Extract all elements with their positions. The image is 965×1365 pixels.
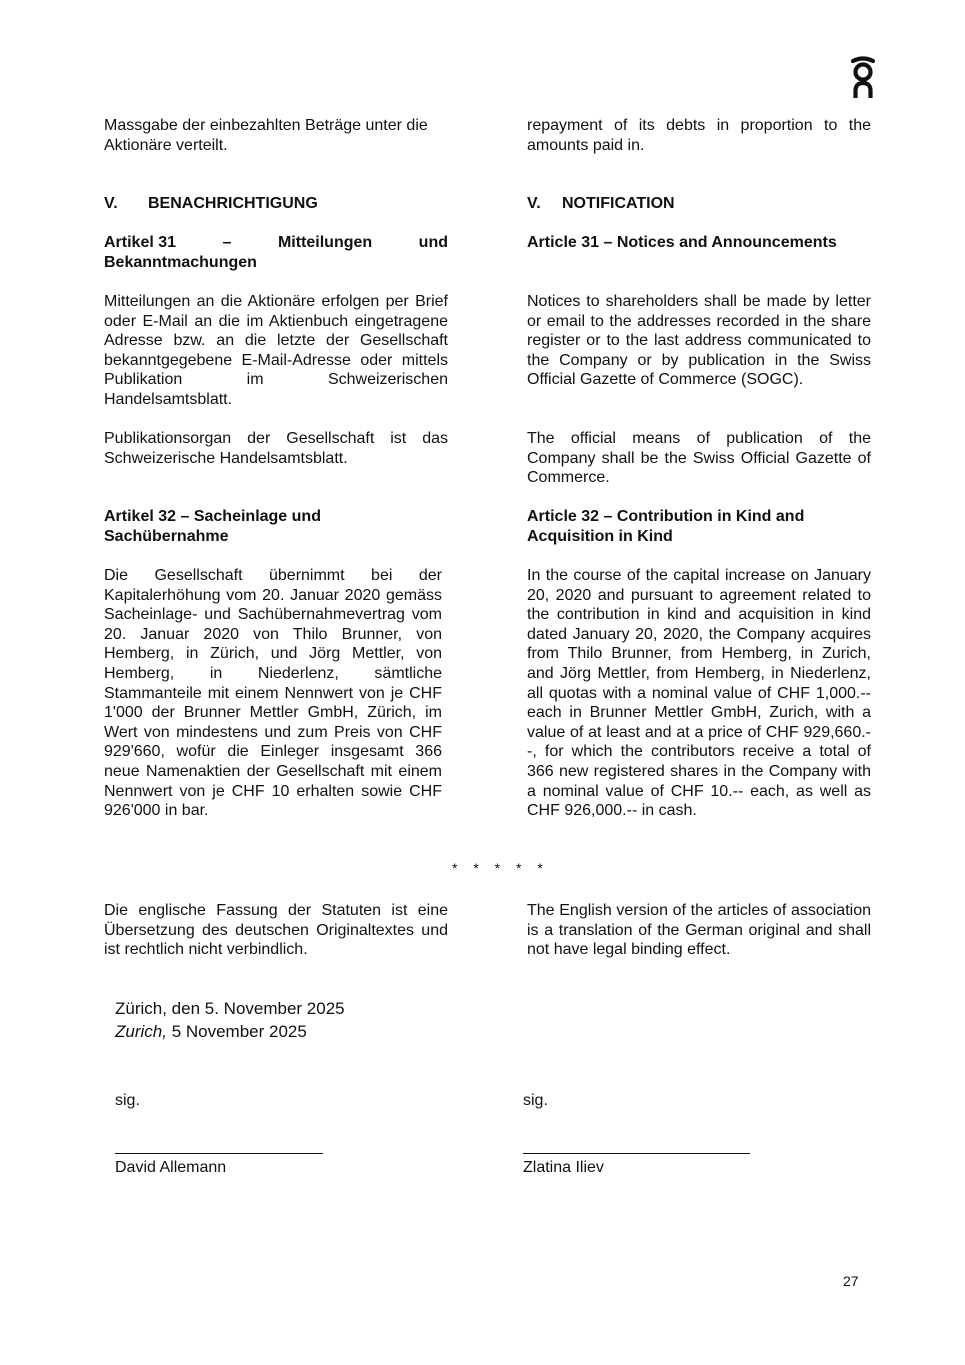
date-de: Zürich, den 5. November 2025: [115, 999, 345, 1018]
closing-en: [527, 901, 871, 960]
article-31-p1-de: [104, 292, 448, 410]
page-number: 27: [843, 1273, 859, 1289]
section-number-de: V.: [104, 195, 118, 212]
article-31-title-de: [104, 233, 448, 272]
article-31-p2-de: [104, 429, 448, 468]
article-32-title-en: [527, 507, 837, 546]
article-32-body-en-text: In the course of the capital increase on January 20, 2020 and pursuant to agreement related to the contribution in kind and acquisition in kind dated January 20, 2020, the Company acquires from Thilo Brunner, from Hemberg, in Zurich, and Jörg Mettler, from Hemberg, in Niederlenz, all quotas with a nominal value of CHF 1,000.-- each in Brunner Mettler GmbH, Zurich, with a value of at least and at a price of CHF 929,660.--, for which the contributors receive a total of 366 new registered shares in the Company with a nominal value of CHF 10.-- each, as well as CHF 926,000.-- in cash.: [527, 567, 871, 820]
signatory-name-right: Zlatina Iliev: [523, 1159, 604, 1176]
section-heading-de: [104, 194, 448, 214]
art31-title-dash: –: [222, 234, 232, 251]
intro-de-text: Massgabe der einbezahlten Beträge unter die Aktionäre verteilt.: [104, 117, 428, 154]
date-en-city: Zurich,: [115, 1022, 167, 1041]
date-en-date: 5 November 2025: [166, 1022, 307, 1041]
signatory-name-left: David Allemann: [115, 1159, 227, 1176]
article-32-body-de: [104, 566, 442, 821]
signature-line-left: [115, 1153, 323, 1154]
section-title-en: NOTIFICATION: [562, 195, 675, 212]
article-32-title-de: [104, 507, 344, 546]
signature-mark-right: sig.: [523, 1092, 548, 1109]
article-31-p2-de-text: Publikationsorgan der Gesellschaft ist das Schweizerische Handelsamtsblatt.: [104, 430, 448, 467]
section-separator: * * * * *: [452, 860, 549, 876]
article-32-body-de-text: Die Gesellschaft übernimmt bei der Kapitalerhöhung vom 20. Januar 2020 gemäss Sacheinlage- und Sachübernahmevertrag vom 20. Januar 2020 von Thilo Brunner, von Hemberg, in Zürich, und Jörg Mettler, von Hemberg, in Niederlenz, sämtliche Stammanteile mit einem Nennwert von je CHF 1'000 der Brunner Mettler GmbH, Zürich, im Wert von mindestens und zum Preis von CHF 929'660, wofür die Einleger insgesamt 366 neue Namenaktien der Gesellschaft mit einem Nennwert von je CHF 10 erhalten sowie CHF 926'000 in bar.: [104, 567, 442, 820]
intro-de: [104, 116, 448, 155]
intro-en: [527, 116, 871, 155]
art31-title-part: und: [418, 234, 448, 251]
closing-de: [104, 901, 448, 960]
art31-title-part: Mitteilungen: [277, 234, 373, 251]
article-31-p1-en-text: Notices to shareholders shall be made by letter or email to the addresses recorded in the share register or to the last address communicated to the Company or by publication in the Swiss Official Gazette of Commerce (SOGC).: [527, 293, 871, 389]
article-32-title-de-text: Artikel 32 – Sacheinlage und Sachübernahme: [104, 508, 321, 545]
article-31-title-en: [527, 233, 871, 253]
closing-en-text: The English version of the articles of association is a translation of the German original and shall not have legal binding effect.: [527, 902, 871, 959]
signature-mark-left: sig.: [115, 1092, 140, 1109]
intro-en-text: repayment of its debts in proportion to the amounts paid in.: [527, 117, 871, 154]
article-31-p2-en-text: The official means of publication of the Company shall be the Swiss Official Gazette of Commerce.: [527, 430, 871, 487]
article-32-title-en-text: Article 32 – Contribution in Kind and Acquisition in Kind: [527, 508, 805, 545]
article-31-p1-en: [527, 292, 871, 390]
section-number-en: V.: [527, 195, 541, 212]
art31-title-part: Bekanntmachungen: [104, 253, 257, 271]
article-31-p2-en: [527, 429, 871, 488]
on-logo-icon: [848, 56, 878, 100]
article-31-p1-de-text: Mitteilungen an die Aktionäre erfolgen per Brief oder E-Mail an die im Aktienbuch eingetragene Adresse bzw. an die letzte der Gesellschaft bekanntgegebene E-Mail-Adresse oder mittels Publikation im Schweizerischen Handelsamtsblatt.: [104, 293, 448, 408]
closing-de-text: Die englische Fassung der Statuten ist eine Übersetzung des deutschen Originaltextes und ist rechtlich nicht verbindlich.: [104, 902, 448, 959]
art31-title-part: Artikel 31: [104, 234, 177, 251]
section-title-de: BENACHRICHTIGUNG: [148, 195, 318, 212]
signature-line-right: [523, 1153, 750, 1154]
section-heading-en: [527, 194, 871, 214]
article-31-title-en-text: Article 31 – Notices and Announcements: [527, 234, 837, 251]
article-32-body-en: [527, 566, 871, 821]
date-en: [115, 1021, 307, 1043]
